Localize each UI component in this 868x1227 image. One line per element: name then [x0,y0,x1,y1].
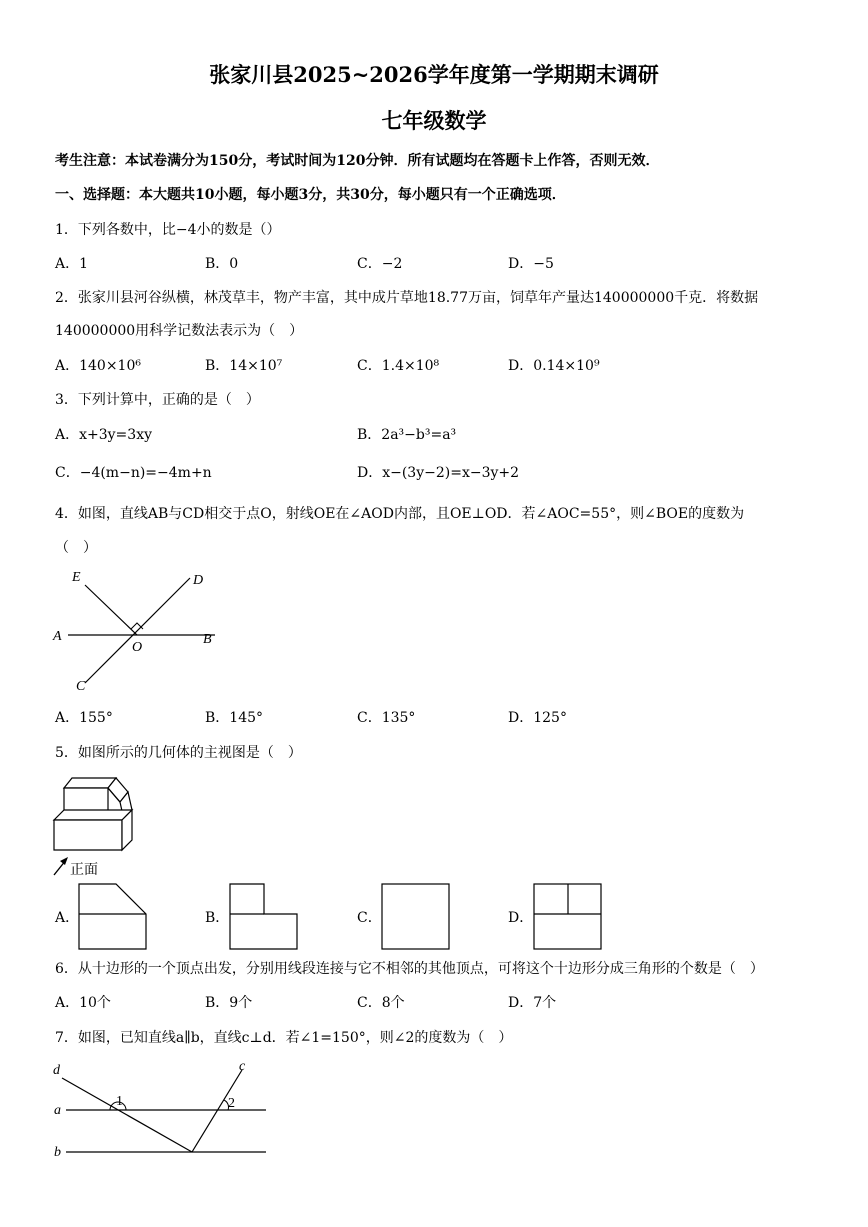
q6-option-c[interactable]: C．8个 [357,995,405,1011]
q3-option-a[interactable]: A．x+3y=3xy [55,427,152,443]
q6-option-b[interactable]: B．9个 [205,995,253,1011]
q5-option-b[interactable]: B． [205,910,230,926]
q7-label-b: b [54,1145,61,1160]
q7-label-angle-2: 2 [228,1096,235,1111]
question-7-stem: 7．如图，已知直线a∥b，直线c⊥d．若∠1=150°，则∠2的度数为（ ） [55,1030,513,1046]
q5-option-c[interactable]: C． [357,910,382,926]
q7-label-c: c [239,1059,246,1074]
q2-option-a[interactable]: A．140×10⁶ [55,358,141,374]
section-heading: 一、选择题：本大题共10小题，每小题3分，共30分，每小题只有一个正确选项． [55,187,566,203]
q2-option-d[interactable]: D．0.14×10⁹ [508,358,600,374]
q4-label-d: D [193,573,204,588]
q1-option-b[interactable]: B．0 [205,256,239,272]
exam-subtitle: 七年级数学 [381,108,487,133]
q1-option-d[interactable]: D．−5 [508,256,554,272]
q5-option-d-figure [533,883,605,951]
q5-option-d[interactable]: D． [508,910,534,926]
q3-option-b[interactable]: B．2a³−b³=a³ [357,427,457,443]
q5-option-c-figure [381,883,453,951]
exam-notice: 考生注意：本试卷满分为150分，考试时间为120分钟．所有试题均在答题卡上作答，否则无效． [55,153,660,169]
q4-label-a: A [53,629,62,644]
q5-option-a[interactable]: A． [55,910,80,926]
q7-label-d: d [53,1063,60,1078]
q4-label-c: C [76,679,86,694]
q6-option-d[interactable]: D．7个 [508,995,557,1011]
question-3-stem: 3．下列计算中，正确的是（ ） [55,392,260,408]
q4-option-d[interactable]: D．125° [508,710,567,726]
question-1-stem: 1．下列各数中，比−4小的数是（） [55,222,281,238]
q7-label-angle-1: 1 [116,1094,123,1109]
q3-option-c[interactable]: C．−4(m−n)=−4m+n [55,465,212,481]
q3-option-d[interactable]: D．x−(3y−2)=x−3y+2 [357,465,520,481]
q4-label-b: B [203,632,212,647]
q7-figure [48,1058,278,1168]
q4-option-c[interactable]: C．135° [357,710,416,726]
q2-option-c[interactable]: C．1.4×10⁸ [357,358,440,374]
q1-option-c[interactable]: C．−2 [357,256,403,272]
q5-front-label: 正面 [70,862,98,878]
question-6-stem: 6．从十边形的一个顶点出发，分别用线段连接与它不相邻的其他顶点，可将这个十边形分成三角形的个数是（ ） [55,961,764,977]
question-2-stem-cont: 140000000用科学记数法表示为（ ） [55,323,304,339]
question-4-stem: 4．如图，直线AB与CD相交于点O，射线OE在∠AOD内部，且OE⊥OD．若∠AOC=55°，则∠BOE的度数为 [55,506,745,522]
question-4-stem-cont: （ ） [55,540,97,556]
question-5-stem: 5．如图所示的几何体的主视图是（ ） [55,745,302,761]
q7-label-a: a [54,1103,61,1118]
q4-option-b[interactable]: B．145° [205,710,264,726]
q5-option-b-figure [229,883,301,951]
q5-option-a-figure [78,883,150,951]
q4-label-e: E [72,570,81,585]
q2-option-b[interactable]: B．14×10⁷ [205,358,283,374]
q6-option-a[interactable]: A．10个 [55,995,111,1011]
question-2-stem: 2．张家川县河谷纵横，林茂草丰，物产丰富，其中成片草地18.77万亩，饲草年产量达140000000千克．将数据 [55,290,759,306]
q4-figure [50,565,230,695]
q1-option-a[interactable]: A．1 [55,256,89,272]
q4-option-a[interactable]: A．155° [55,710,113,726]
q4-label-o: O [132,640,143,655]
q5-solid-figure [50,772,160,882]
exam-title: 张家川县2025~2026学年度第一学期期末调研 [209,62,659,87]
